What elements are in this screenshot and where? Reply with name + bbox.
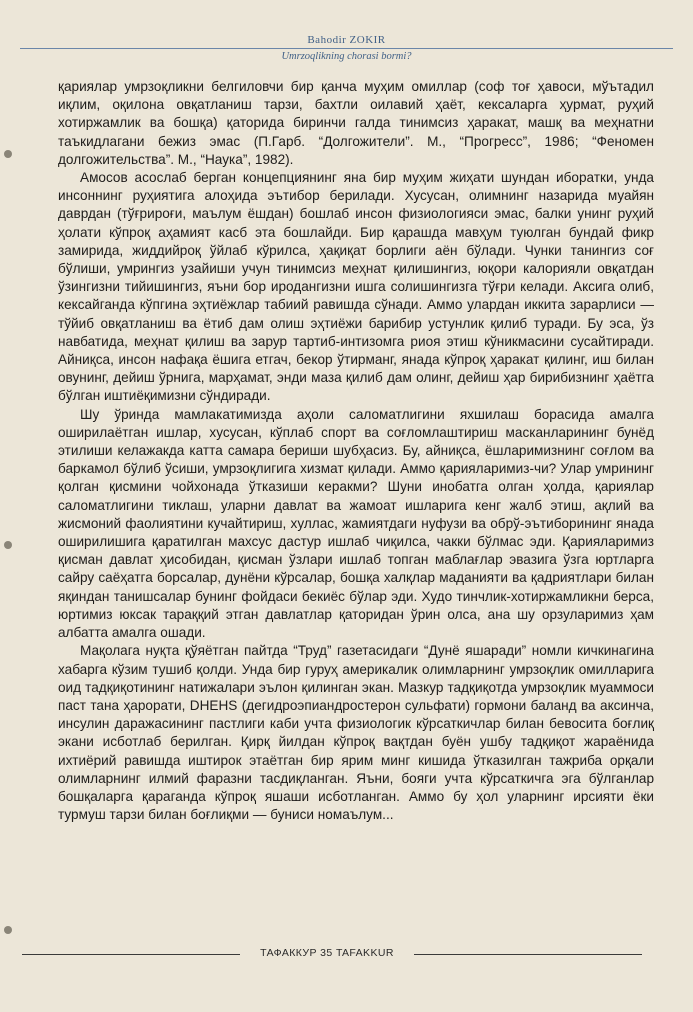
paragraph: Амосов асослаб берган концепциянинг яна бир муҳим жиҳати шундан иборатки, унда инсоннинг руҳиятига алоҳида эътибор берилади. Хусусан, олимнинг назарида муайян даврдан (тўғрироғи, маълум ёшдан) бошлаб инсон физиологияси эмас, балки унинг руҳий ҳолати кўпроқ аҳамият касб эта бошлайди. Бир қарашда мавҳум туюлган бундай фикр замирида, жиддийроқ ўйлаб кўрилса, ҳақиқат борлиги аён бўлади. Чунки танингиз соғ бўлиши, умрингиз узайиши учун тинимсиз меҳнат қилишингиз, юқори калорияли овқатдан ўзингизни тийишингиз, яъни бор иродангизни ишга солишингизга тўғри келади. Аксига олиб, кексайганда кўпгина эҳтиёжлар табиий равишда сўнади. Аммо улардан иккита зарарлиси — тўйиб овқатланиш ва ётиб дам олиш эҳтиёжи барибир устунлик қилиб туради. Бу эса, ўз навбатида, меҳнат қилиш ва зарур тартиб-интизомга риоя этиш кўникмасини сусайтиради. Айниқса, инсон нафақа ёшига етгач, бекор ўтирманг, янада кўпроқ ҳаракат қилинг, иш билан овунинг, дейиш ўрнига, марҳамат, энди маза қилиб дам олинг, дейиш ҳар бирибизнинг ҳаётга бўлган иштиёқимизни сўндиради. xyxy=(58,170,654,404)
header-author: Bahodir ZOKIR xyxy=(307,34,386,46)
footer-rule-left xyxy=(22,954,240,955)
binding-hole xyxy=(4,150,12,158)
header-rule xyxy=(20,48,673,49)
article-body xyxy=(58,78,654,824)
binding-hole xyxy=(4,926,12,934)
paragraph: Мақолага нуқта қўяётган пайтда “Труд” газетасидаги “Дунё яшаради” номли кичкинагина хабарга кўзим тушиб қолди. Унда бир гуруҳ америкалик олимларнинг умрзоқлик омилларига оид тадқиқотининг натижалари эълон қилинган экан. Мазкур тадқиқотда умрзоқлик муаммоси паст тана ҳарорати, DHEHS (дегидроэпиандростерон сульфати) гормони баланд ва аксинча, инсулин даражасининг пастлиги каби учта физиологик кўрсаткичлар билан бевосита боғлиқ экани исботлаб берилган. Қирқ йилдан кўпроқ вақтдан буён ушбу тадқиқот жараёнида ихтиёрий равишда иштирок этаётган бир ярим минг кишида ўтказилган тажриба орқали олимларнинг илмий фаразни тасдиқланган. Яъни, бояги учта кўрсаткичга эга бўлганлар бошқаларга қараганда кўпроқ яшаши исботланган. Аммо бу ҳол уларнинг ирсияти ёки турмуш тарзи билан боғлиқми — буниси номаълум... xyxy=(58,643,654,823)
paragraph: Шу ўринда мамлакатимизда аҳоли саломатлигини яхшилаш борасида амалга оширилаётган ишлар, хусусан, кўплаб спорт ва соғломлаштириш масканларининг бунёд этилиши келажакда катта самара бериши шубҳасиз. Бу, айниқса, ёшларимизнинг соғлом ва баркамол бўлиб ўсиши, умрзоқлигига хизмат қилади. Аммо қарияларимиз-чи? Улар умрининг қолган қисмини чойхонада ўтказиши керакми? Шуни инобатга олган ҳолда, қариялар саломатлигини тиклаш, уларни давлат ва жамоат ишларига кенг жалб этиш, ақлий ва жисмоний фаолиятини кучайтириш, хуллас, жамиятдаги нуфузи ва обрў-эътиборининг янада оширилишига қаратилган махсус дастур ишлаб чиқилса, чакки бўлмас эди. Қарияларимиз қисман давлат ҳисобидан, қисман ўзлари ишлаб топган маблағлар эвазига ўзга юртларга сайру саёҳатга борсалар, дунёни кўрсалар, бошқа халқлар маданияти ва қадриятлари билан яқиндан танишсалар бунинг фойдаси бекиёс бўлар эди. Худо тинчлик-хотиржамликни берса, юртимиз юксак тараққий этган давлатлар қаторидан ўрин олса, ана шу орзуларимиз ҳам албатта амалга ошади. xyxy=(58,406,654,641)
binding-hole xyxy=(4,541,12,549)
footer-text: ТАФАККУР 35 TAFAKKUR xyxy=(260,947,394,959)
footer-rule-right xyxy=(414,954,642,955)
running-header xyxy=(0,34,693,62)
header-subtitle: Umrzoqlikning chorasi bormi? xyxy=(281,51,412,62)
paragraph: қариялар умрзоқликни белгиловчи бир қанча муҳим омиллар (соф тоғ ҳавоси, мўътадил иқлим, оқилона овқатланиш тарзи, бахтли оилавий ҳаёт, кексаларга ҳурмат, руҳий хотиржамлик ва бошқа) қаторида биринчи галда тинимсиз ҳаракат, машқ ва меҳнатни таъкидлагани бежиз эмас (П.Гарб. “Долгожители”. М., “Прогресс”, 1986; “Феномен долгожительства”. М., “Наука”, 1982). xyxy=(58,79,654,167)
page-footer xyxy=(0,944,693,964)
